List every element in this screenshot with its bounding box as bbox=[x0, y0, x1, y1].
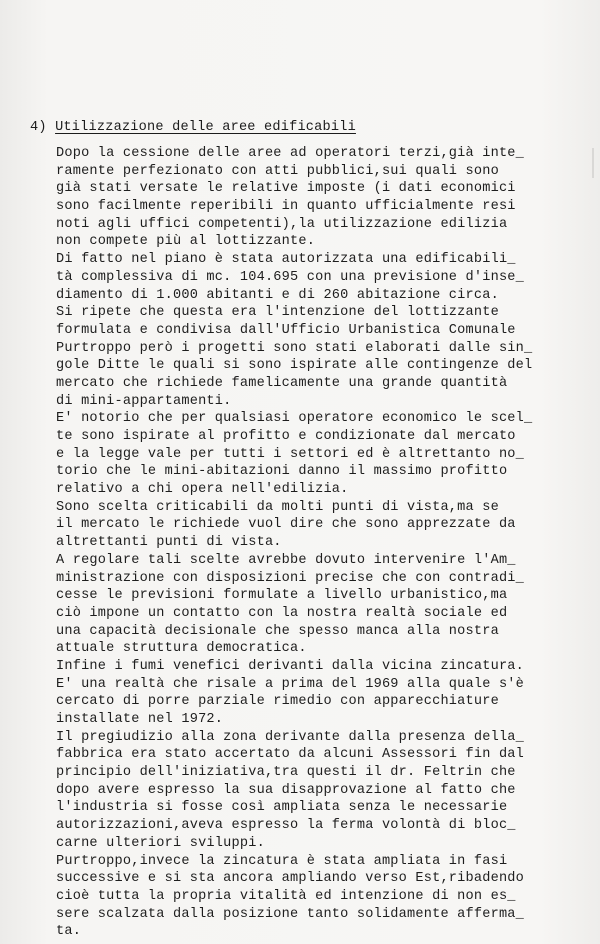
text-line: autorizzazioni,aveva espresso la ferma volontà di bloc_ bbox=[56, 818, 516, 834]
text-line: attuale struttura democratica. bbox=[56, 641, 307, 657]
text-line: sono facilmente reperibili in quanto ufficialmente resi bbox=[56, 199, 516, 215]
text-line: Purtroppo però i progetti sono stati elaborati dalle sin_ bbox=[56, 340, 533, 356]
text-line: Dopo la cessione delle aree ad operatori terzi,già inte_ bbox=[56, 146, 525, 161]
text-line: fabbrica era stato accertato da alcuni Assessori fin dal bbox=[56, 747, 525, 763]
text-line: Purtroppo,invece la zincatura è stata ampliata in fasi bbox=[56, 853, 508, 869]
text-line: A regolare tali scelte avrebbe dovuto intervenire l'Am_ bbox=[56, 552, 516, 568]
text-line: mercato che richiede famelicamente una grande quantità bbox=[56, 375, 508, 391]
text-line: cioè tutta la propria vitalità ed intenzione di non es_ bbox=[56, 888, 516, 904]
text-line: dopo avere espresso la sua disapprovazione al fatto che bbox=[56, 782, 516, 798]
text-line: cesse le previsioni formulate a livello urbanistico,ma bbox=[56, 588, 508, 604]
text-line: cercato di porre parziale rimedio con apparecchiature bbox=[56, 694, 499, 710]
text-line: Di fatto nel piano è stata autorizzata una edificabili_ bbox=[56, 252, 516, 268]
text-line: ministrazione con disposizioni precise che con contradi_ bbox=[56, 570, 525, 586]
text-line: carne ulteriori sviluppi. bbox=[56, 835, 265, 851]
text-line: già stati versate le relative imposte (i dati economici bbox=[56, 181, 516, 197]
text-line: tà complessiva di mc. 104.695 con una previsione d'inse_ bbox=[56, 269, 525, 285]
text-line: non compete più al lottizzante. bbox=[56, 234, 316, 250]
text-line: relativo a chi opera nell'edilizia. bbox=[56, 482, 349, 498]
text-line: Infine i fumi venefici derivanti dalla vicina zincatura. bbox=[56, 658, 525, 674]
text-line: ta. bbox=[56, 924, 82, 940]
text-line: sere scalzata dalla posizione tanto solidamente afferma_ bbox=[56, 906, 525, 922]
text-line: l'industria si fosse così ampliata senza le necessarie bbox=[56, 800, 508, 816]
text-line: torio che le mini-abitazioni danno il massimo profitto bbox=[56, 464, 508, 480]
text-line: formulata e condivisa dall'Ufficio Urbanistica Comunale bbox=[56, 322, 516, 338]
section-heading bbox=[30, 120, 356, 135]
text-line: ciò impone un contatto con la nostra realtà sociale ed bbox=[56, 605, 508, 621]
margin-mark bbox=[592, 148, 594, 178]
text-line: una capacità decisionale che spesso manca alla nostra bbox=[56, 623, 499, 639]
text-line: noti agli uffici competenti),la utilizzazione edilizia bbox=[56, 216, 508, 232]
text-line: principio dell'iniziativa,tra questi il dr. Feltrin che bbox=[56, 765, 516, 781]
text-line: altrettanti punti di vista. bbox=[56, 535, 282, 551]
text-line: successive e si sta ancora ampliando verso Est,ribadendo bbox=[56, 871, 525, 887]
text-line: diamento di 1.000 abitanti e di 260 abitazione circa. bbox=[56, 287, 499, 303]
section-number: 4) bbox=[30, 120, 47, 135]
text-line: Sono scelta criticabili da molti punti di vista,ma se bbox=[56, 499, 499, 515]
text-line: Il pregiudizio alla zona derivante dalla presenza della_ bbox=[56, 729, 525, 745]
text-line: di mini-appartamenti. bbox=[56, 393, 232, 409]
text-line: installate nel 1972. bbox=[56, 712, 224, 727]
section-title: Utilizzazione delle aree edificabili bbox=[55, 120, 356, 135]
text-line: il mercato le richiede vuol dire che sono apprezzate da bbox=[56, 517, 516, 533]
text-line: E' notorio che per qualsiasi operatore economico le scel_ bbox=[56, 411, 533, 427]
text-line: Si ripete che questa era l'intenzione del lottizzante bbox=[56, 305, 499, 321]
text-line: te sono ispirate al profitto e condizionate dal mercato bbox=[56, 429, 516, 444]
text-line: e la legge vale per tutti i settori ed è altrettanto no_ bbox=[56, 446, 525, 462]
text-line: ramente perfezionato con atti pubblici,sui quali sono bbox=[56, 163, 499, 179]
text-line: E' una realtà che risale a prima del 1969 alla quale s'è bbox=[56, 676, 525, 692]
text-line: gole Ditte le quali si sono ispirate alle contingenze del bbox=[56, 358, 533, 374]
body-text bbox=[56, 145, 586, 941]
